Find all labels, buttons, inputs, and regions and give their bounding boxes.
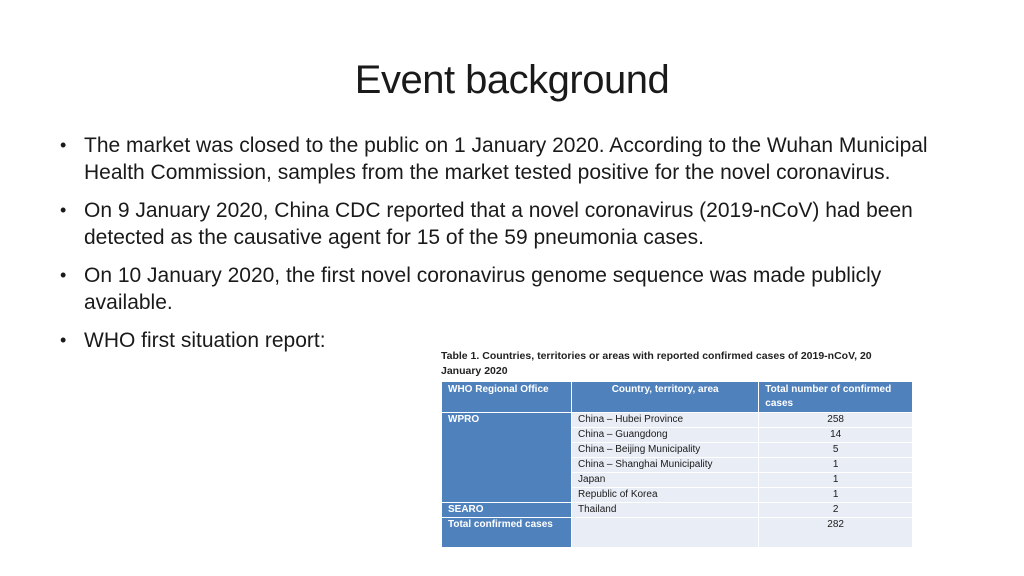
total-value-cell: 282: [759, 518, 913, 548]
table-row: [442, 413, 913, 428]
cases-cell: 258: [759, 413, 913, 428]
area-cell: China – Beijing Municipality: [572, 443, 759, 458]
cases-cell: 1: [759, 488, 913, 503]
area-cell: China – Shanghai Municipality: [572, 458, 759, 473]
bullet-dot-icon: •: [60, 200, 67, 220]
bullet-text: On 9 January 2020, China CDC reported that a novel coronavirus (2019-nCoV) had been detected as the causative agent for 15 of the 59 pneumonia cases.: [84, 199, 913, 249]
slide-title: Event background: [354, 58, 670, 102]
region-cell: WPRO: [442, 413, 572, 503]
bullet-item: [60, 197, 950, 251]
area-cell: Republic of Korea: [572, 488, 759, 503]
header-cases: Total number of confirmed cases: [759, 382, 913, 413]
bullet-item: [60, 262, 950, 316]
cases-cell: 14: [759, 428, 913, 443]
region-cell: SEARO: [442, 503, 572, 518]
area-cell: Japan: [572, 473, 759, 488]
area-cell: Thailand: [572, 503, 759, 518]
area-cell: China – Guangdong: [572, 428, 759, 443]
table-total-row: [442, 518, 913, 548]
cases-cell: 1: [759, 458, 913, 473]
bullet-item: [60, 132, 950, 186]
table-row: [442, 503, 913, 518]
bullet-text: On 10 January 2020, the first novel coronavirus genome sequence was made publicly available.: [84, 264, 882, 314]
bullet-text: WHO first situation report:: [84, 329, 326, 352]
cases-cell: 1: [759, 473, 913, 488]
cases-cell: 5: [759, 443, 913, 458]
total-label-cell: Total confirmed cases: [442, 518, 572, 548]
cases-table: [441, 381, 913, 548]
bullet-dot-icon: •: [60, 330, 67, 350]
situation-report-table: [441, 349, 913, 548]
table-caption: Table 1. Countries, territories or areas with reported confirmed cases of 2019-nCoV, 20 January 2020: [441, 350, 872, 377]
area-cell: China – Hubei Province: [572, 413, 759, 428]
total-empty-cell: [572, 518, 759, 548]
cases-cell: 2: [759, 503, 913, 518]
bullet-list: [60, 132, 950, 365]
header-area: Country, territory, area: [572, 382, 759, 413]
bullet-dot-icon: •: [60, 265, 67, 285]
bullet-dot-icon: •: [60, 135, 67, 155]
header-region: WHO Regional Office: [442, 382, 572, 413]
table-header-row: [442, 382, 913, 413]
bullet-text: The market was closed to the public on 1 January 2020. According to the Wuhan Municipal Health Commission, samples from the market tested positive for the novel coronavirus.: [84, 134, 928, 184]
